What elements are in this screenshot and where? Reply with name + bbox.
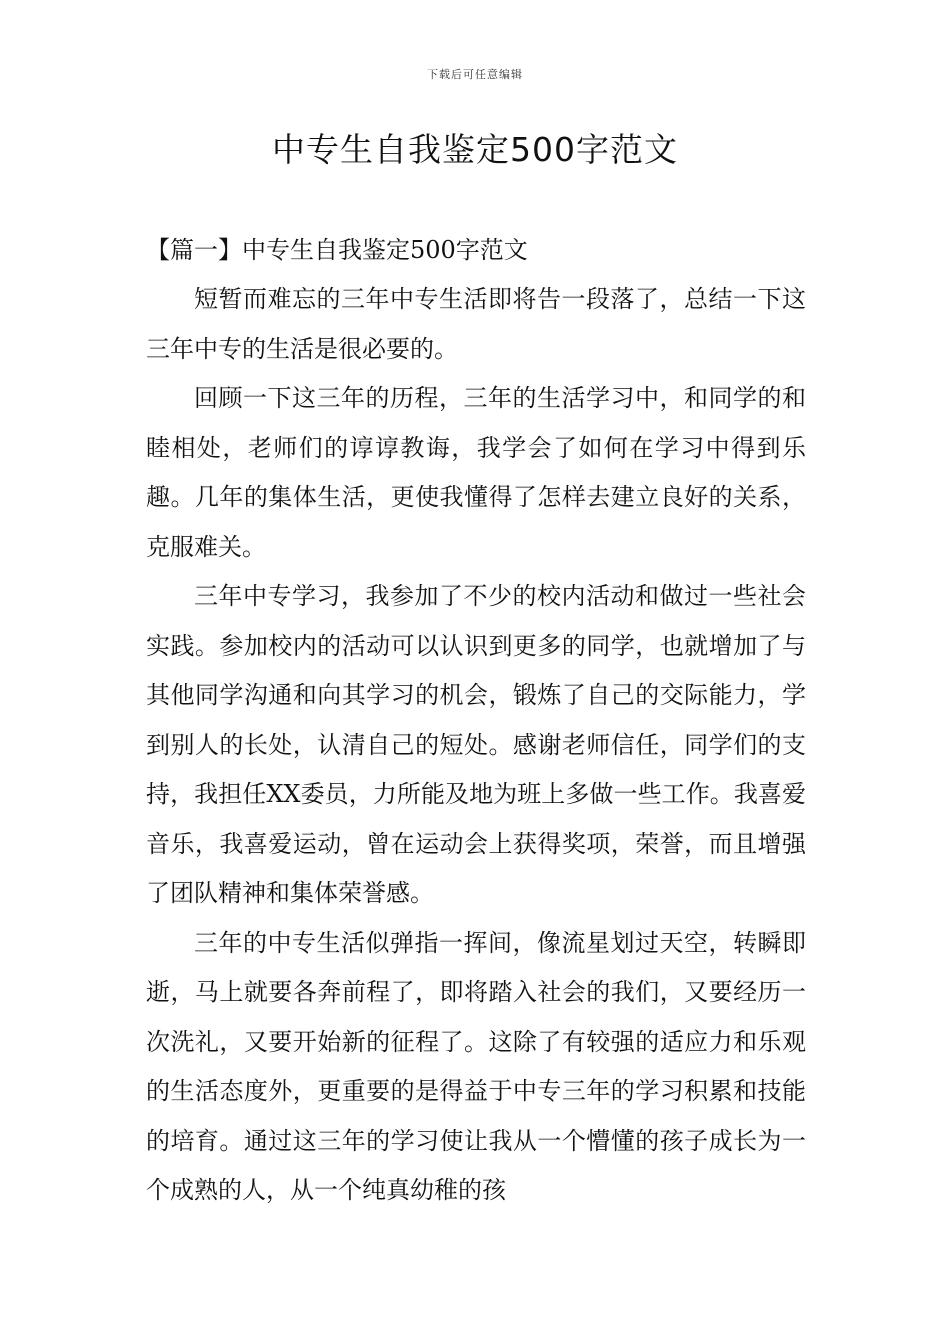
paragraph-3: 三年中专学习，我参加了不少的校内活动和做过一些社会实践。参加校内的活动可以认识到更多的同学，也就增加了与其他同学沟通和向其学习的机会，锻炼了自己的交际能力，学到别人的长处，认清自己的短处。感谢老师信任，同学们的支持，我担任XX委员，力所能及地为班上多做一些工作。我喜爱音乐，我喜爱运动，曾在运动会上获得奖项，荣誉，而且增强了团队精神和集体荣誉感。 [146, 582, 806, 907]
document-title: 中专生自我鉴定500字范文 [272, 130, 678, 169]
document-body [146, 225, 806, 1216]
paragraph-1: 短暂而难忘的三年中专生活即将告一段落了，总结一下这三年中专的生活是很必要的。 [146, 285, 806, 363]
paragraph-2: 回顾一下这三年的历程，三年的生活学习中，和同学的和睦相处，老师们的谆谆教诲，我学会了如何在学习中得到乐趣。几年的集体生活，更使我懂得了怎样去建立良好的关系，克服难关。 [146, 384, 806, 561]
section-heading: 【篇一】中专生自我鉴定500字范文 [146, 236, 528, 264]
paragraph-4: 三年的中专生活似弹指一挥间，像流星划过天空，转瞬即逝，马上就要各奔前程了，即将踏入社会的我们，又要经历一次洗礼，又要开始新的征程了。这除了有较强的适应力和乐观的生活态度外，更重要的是得益于中专三年的学习积累和技能的培育。通过这三年的学习使让我从一个懵懂的孩子成长为一个成熟的人，从一个纯真幼稚的孩 [146, 928, 806, 1204]
header-note: 下载后可任意编辑 [427, 68, 523, 81]
